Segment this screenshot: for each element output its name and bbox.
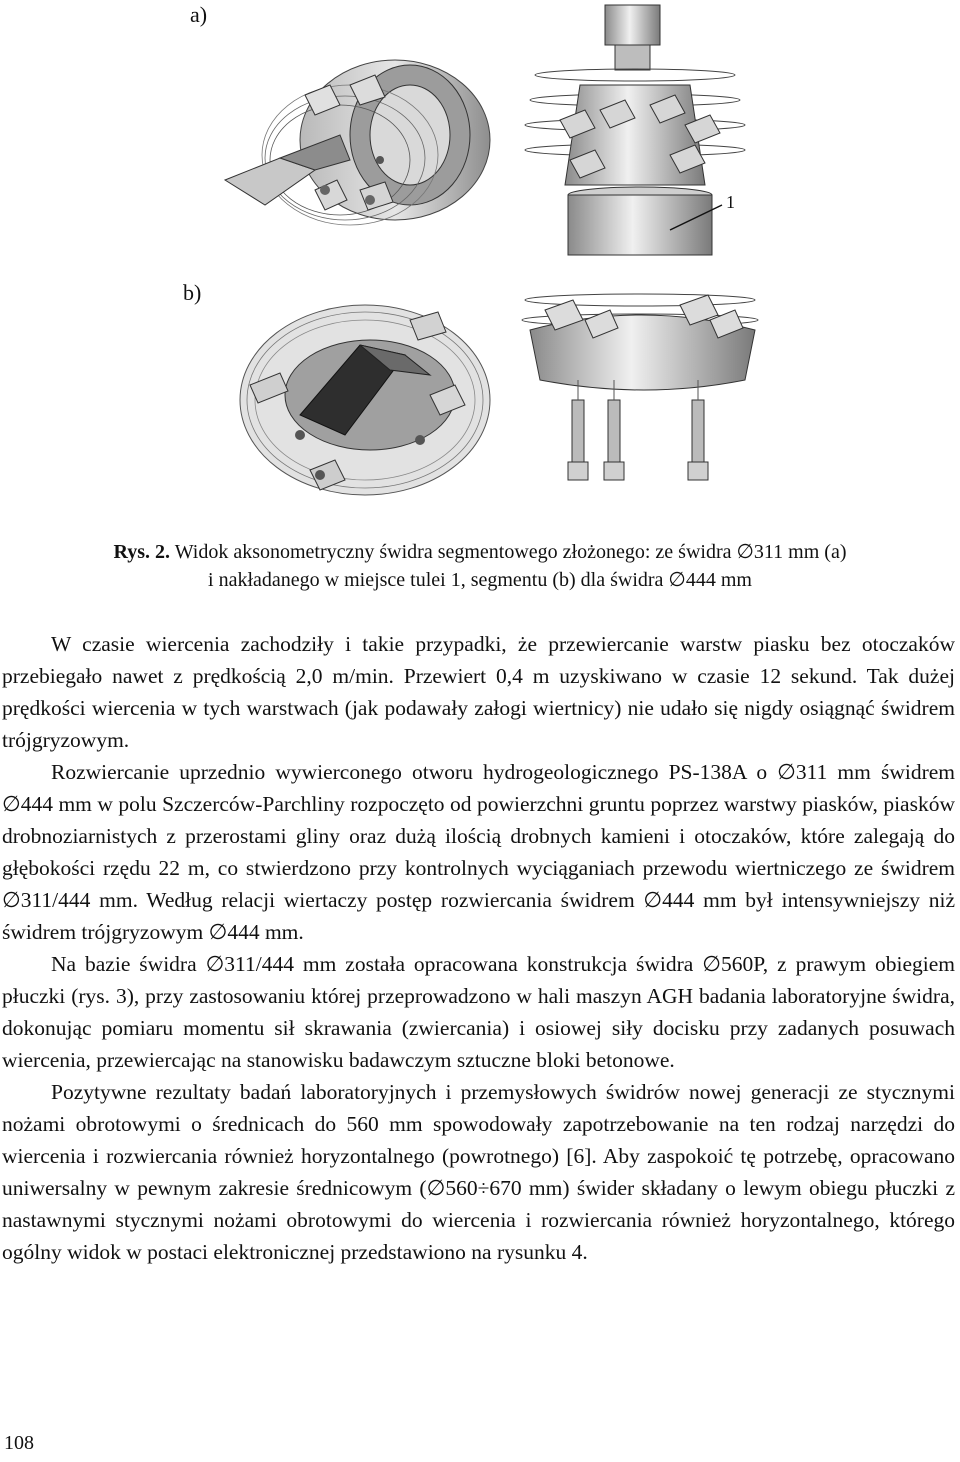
drill-bit-illustration-a xyxy=(220,40,520,250)
figure-caption-prefix: Rys. 2. xyxy=(113,541,171,563)
figure-callout-1: 1 xyxy=(726,192,735,212)
figure-caption-line-1 xyxy=(0,538,960,566)
drill-segment-illustration-b xyxy=(230,285,500,510)
body-text xyxy=(2,628,955,1268)
paragraph: Na bazie świdra ∅311/444 mm została opracowana konstrukcja świdra ∅560P, z prawym obiegiem płuczki (rys. 3), przy zastosowaniu której przeprowadzono w hali maszyn AGH badania laboratoryjne świdra, dokonując pomiaru momentu sił skrawania (zwiercania) i osiowej siły docisku przy zadanych posuwach wiercenia, przewiercając na stanowisku badawczym sztuczne bloki betonowe. xyxy=(2,952,955,1072)
paragraph: W czasie wiercenia zachodziły i takie przypadki, że przewiercanie warstw piasku bez otoczaków przebiegało nawet z prędkością 2,0 m/min. Przewiert 0,4 m uzyskiwano w czasie 12 sekund. Tak dużej prędkości wiercenia w tych warstwach (jak podawały załogi wiertnicy) nie udało się nigdy osiągnąć świdrem trójgryzowym. xyxy=(2,632,955,752)
paragraph: Pozytywne rezultaty badań laboratoryjnych i przemysłowych świdrów nowej generacji ze stycznymi nożami obrotowymi o średnicach do 560 mm spowodowały zapotrzebowanie na ten rodzaj narzędzi do wiercenia i rozwiercania również horyzontalnego (powrotnego) [6]. Aby zaspokoić tę potrzebę, opracowano uniwersalny w pewnym zakresie średnicowym (∅560÷670 mm) świder składany o lewym obiegu płuczki z nastawnymi stycznymi nożami obrotowymi do wiercenia i rozwiercania również horyzontalnego, którego ogólny widok w postaci elektronicznej przedstawiono na rysunku 4. xyxy=(2,1080,955,1264)
page-number: 108 xyxy=(4,1432,34,1454)
exploded-bit-illustration xyxy=(510,0,780,500)
figure-caption-line-2: i nakładanego w miejsce tulei 1, segmentu (b) dla świdra ∅444 mm xyxy=(208,569,752,591)
figure-label-a: a) xyxy=(190,2,208,27)
figure-label-b: b) xyxy=(183,280,202,305)
paragraph: Rozwiercanie uprzednio wywierconego otworu hydrogeologicznego PS-138A o ∅311 mm świdrem ∅444 mm w polu Szczerców-Parchliny rozpoczęto od powierzchni gruntu poprzez warstwy piasków, piasków drobnoziarnistych z przerostami gliny oraz dużą ilością drobnych kamieni i otoczaków, które zalegają do głębokości rzędu 22 m, co stwierdzono przy kontrolnych wyciąganiach przewodu wiertniczego ze świdrem ∅311/444 mm. Według relacji wiertaczy postęp rozwiercania świdrem ∅444 mm był intensywniejszy niż świdrem trójgryzowym ∅444 mm. xyxy=(2,760,955,944)
figure-caption-text-1: Widok aksonometryczny świdra segmentowego złożonego: ze świdra ∅311 mm (a) xyxy=(174,541,847,563)
